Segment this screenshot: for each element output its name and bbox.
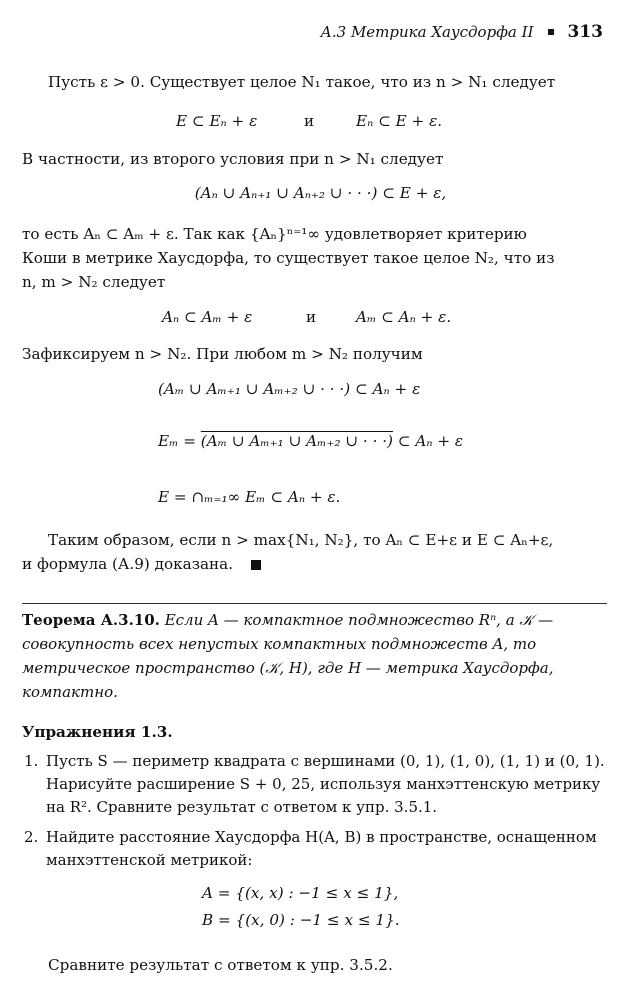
math-line-4: (Aₘ ∪ Aₘ₊₁ ∪ Aₘ₊₂ ∪ · · ·) ⊂ Aₙ + ε xyxy=(158,380,421,398)
paragraph-5-line-2 xyxy=(22,552,607,576)
paragraph-5-line-1: Таким образом, если n > max{N₁, N₂}, то Aₙ ⊂ E+ε и E ⊂ Aₙ+ε, xyxy=(48,531,554,549)
theorem-text: Если A — компактное подмножество Rⁿ, а 𝒦 — совокупность всех непустых компактных подмножеств A, то метрическое пространство (𝒦, H), где H — метрика Хаусдорфа, компактно. xyxy=(22,611,554,701)
math-line-3-left: Aₙ ⊂ Aₘ + ε xyxy=(162,308,253,326)
exercise-compare: Сравните результат с ответом к упр. 3.5.2. xyxy=(48,956,393,974)
paragraph-5-line-2-text: и формула (А.9) доказана. xyxy=(22,555,234,573)
paragraph-2: В частности, из второго условия при n > N₁ следует xyxy=(22,150,444,168)
exercise-number: 2. xyxy=(24,828,39,846)
paragraph-1: Пусть ε > 0. Существует целое N₁ такое, что из n > N₁ следует xyxy=(48,73,556,91)
math-line-5-closure: (Aₘ ∪ Aₘ₊₁ ∪ Aₘ₊₂ ∪ · · ·) xyxy=(200,432,393,450)
math-line-1-right: Eₙ ⊂ E + ε. xyxy=(356,112,443,130)
page-number: 313 xyxy=(567,22,603,42)
exercise-equation-b: B = {(x, 0) : −1 ≤ x ≤ 1}. xyxy=(202,911,400,929)
running-title: А.3 Метрика Хаусдорфа II xyxy=(320,23,534,41)
exercise-text: Найдите расстояние Хаусдорфа H(A, B) в пространстве, оснащенном манхэттенской метрикой: xyxy=(46,828,597,869)
divider xyxy=(22,603,607,604)
paragraph-4: Зафиксируем n > N₂. При любом m > N₂ получим xyxy=(22,345,423,363)
exercise-item xyxy=(22,826,607,872)
math-line-5 xyxy=(158,432,463,450)
qed-square-icon xyxy=(251,560,261,570)
exercise-equation-a: A = {(x, x) : −1 ≤ x ≤ 1}, xyxy=(202,884,399,902)
paragraph-3-line-2: Коши в метрике Хаусдорфа, то существует такое целое N₂, что из xyxy=(22,249,555,267)
exercise-text: Пусть S — периметр квадрата с вершинами (0, 1), (1, 0), (1, 1) и (0, 1). Нарисуйте расширение S + 0, 25, используя манхэттенскую метрику на R². Сравните результат с ответом к упр. 3.5.1. xyxy=(46,752,605,816)
math-line-1-and: и xyxy=(304,112,315,130)
paragraph-3-line-1: то есть Aₙ ⊂ Aₘ + ε. Так как {Aₙ}ⁿ⁼¹∞ удовлетворяет критерию xyxy=(22,225,527,243)
math-line-3-right: Aₘ ⊂ Aₙ + ε. xyxy=(356,308,452,326)
paragraph-3-line-3: n, m > N₂ следует xyxy=(22,273,166,291)
running-header xyxy=(321,22,604,42)
math-line-6: E = ∩ₘ₌₁∞ Eₘ ⊂ Aₙ + ε. xyxy=(158,488,341,506)
exercise-item xyxy=(22,750,607,819)
math-line-5-lhs: Eₘ = xyxy=(158,432,201,450)
header-square-icon xyxy=(548,29,554,35)
math-line-2: (Aₙ ∪ Aₙ₊₁ ∪ Aₙ₊₂ ∪ · · ·) ⊂ E + ε, xyxy=(194,184,447,202)
math-line-1-left: E ⊂ Eₙ + ε xyxy=(176,112,258,130)
theorem-label: Теорема А.3.10. xyxy=(22,611,160,629)
theorem-block xyxy=(22,608,607,704)
exercises-heading: Упражнения 1.3. xyxy=(22,723,173,741)
math-line-3-and: и xyxy=(306,308,317,326)
math-line-5-rhs: ⊂ Aₙ + ε xyxy=(392,432,464,450)
exercise-number: 1. xyxy=(24,752,39,770)
